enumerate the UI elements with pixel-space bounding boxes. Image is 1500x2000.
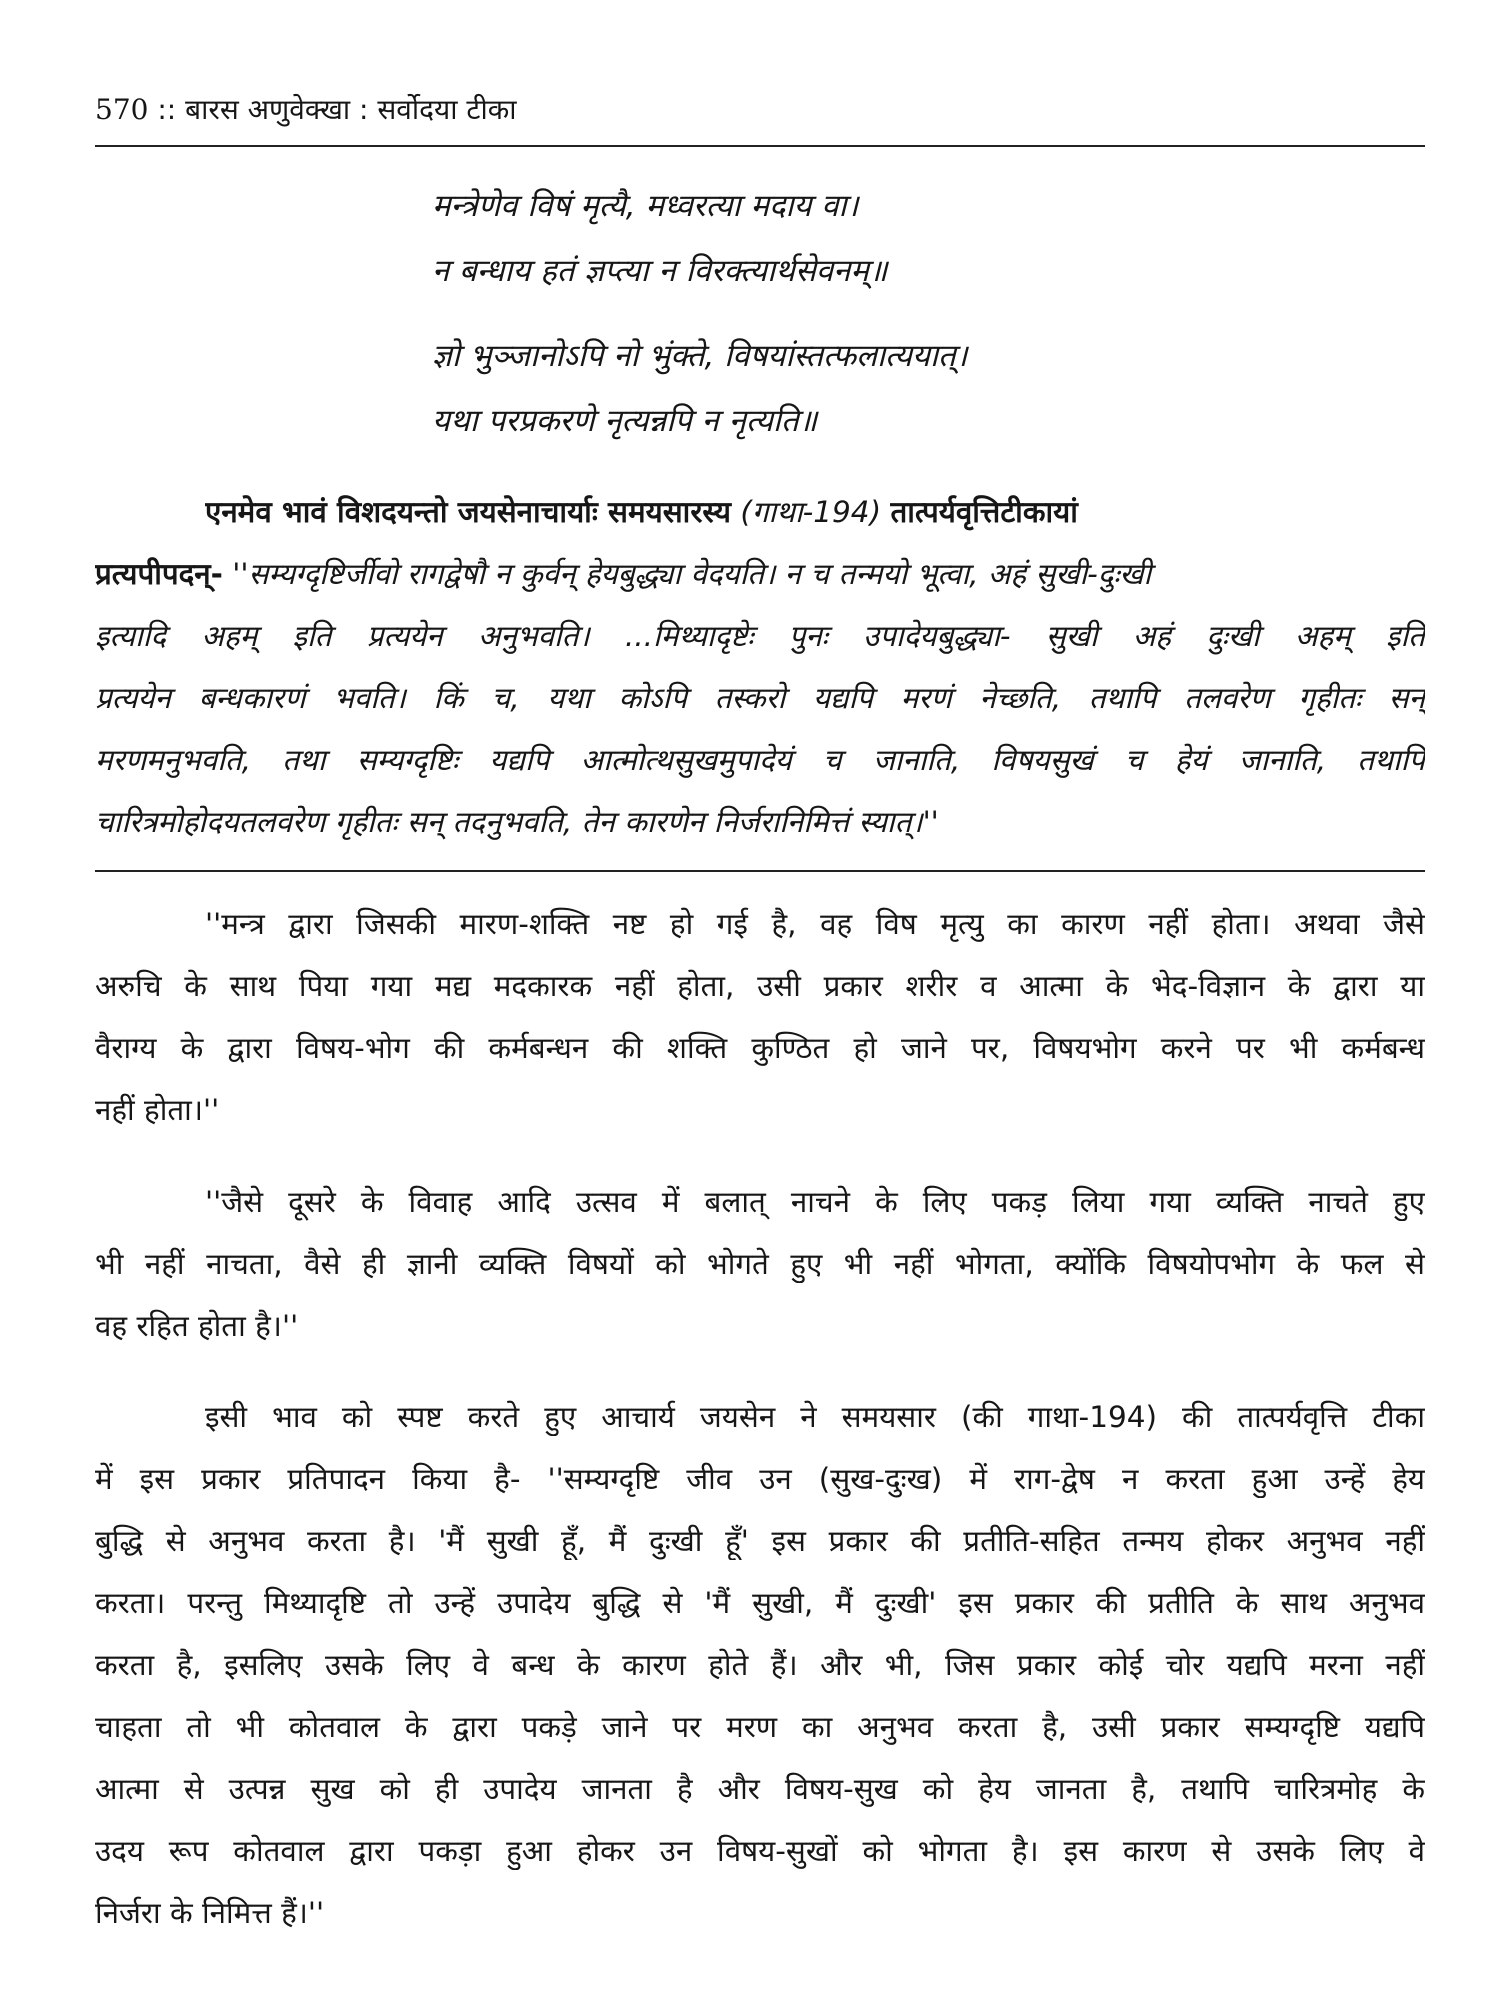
- verse-line: ज्ञो भुञ्जानोऽपि नो भुंक्ते, विषयांस्तत्फलात्ययात्।: [432, 338, 968, 374]
- paragraph-line: इसी भाव को स्पष्ट करते हुए आचार्य जयसेन ने समयसार (की गाथा-194) की तात्पर्यवृत्ति टीका: [205, 1400, 1425, 1434]
- paragraph-line: अरुचि के साथ पिया गया मद्य मदकारक नहीं होता, उसी प्रकार शरीर व आत्मा के भेद-विज्ञान के द्वारा या: [95, 969, 1425, 1003]
- verse-line: न बन्धाय हतं ज्ञप्त्या न विरक्त्यार्थसेवनम्॥: [432, 253, 888, 289]
- commentary-quote-start: ''सम्यग्दृष्टिर्जीवो रागद्वेषौ न कुर्वन् हेयबुद्ध्या वेदयति। न च तन्मयो भूत्वा, अहं सुखी-दुःखी: [232, 557, 1152, 591]
- paragraph-line: करता है, इसलिए उसके लिए वे बन्ध के कारण होते हैं। और भी, जिस प्रकार कोई चोर यद्यपि मरना नहीं: [95, 1648, 1425, 1682]
- paragraph-line: ''मन्त्र द्वारा जिसकी मारण-शक्ति नष्ट हो गई है, वह विष मृत्यु का कारण नहीं होता। अथवा जैसे: [205, 907, 1425, 941]
- paragraph-line: वैराग्य के द्वारा विषय-भोग की कर्मबन्धन की शक्ति कुण्ठित हो जाने पर, विषयभोग करने पर भी कर्मबन्ध: [95, 1031, 1425, 1065]
- paragraph-line: चाहता तो भी कोतवाल के द्वारा पकड़े जाने पर मरण का अनुभव करता है, उसी प्रकार सम्यग्दृष्टि यद्यपि: [95, 1710, 1425, 1744]
- running-header: [95, 92, 516, 128]
- commentary-intro-bold: एनमेव भावं विशदयन्तो जयसेनाचार्याः समयसारस्य: [205, 495, 731, 529]
- paragraph-line: नहीं होता।'': [95, 1093, 220, 1127]
- paragraph-line: बुद्धि से अनुभव करता है। 'मैं सुखी हूँ, मैं दुःखी हूँ' इस प्रकार की प्रतीति-सहित तन्मय होकर अनुभव नहीं: [95, 1524, 1425, 1558]
- page-number: 570: [95, 93, 149, 126]
- paragraph-line: ''जैसे दूसरे के विवाह आदि उत्सव में बलात् नाचने के लिए पकड़ लिया गया व्यक्ति नाचते हुए: [205, 1185, 1425, 1219]
- commentary-line: [95, 555, 1425, 593]
- paragraph-line: भी नहीं नाचता, वैसे ही ज्ञानी व्यक्ति विषयों को भोगते हुए भी नहीं भोगता, क्योंकि विषयोपभोग के फल से: [95, 1247, 1425, 1281]
- commentary-line: मरणमनुभवति, तथा सम्यग्दृष्टिः यद्यपि आत्मोत्थसुखमुपादेयं च जानाति, विषयसुखं च हेयं जानाति, तथापि: [95, 743, 1425, 777]
- paragraph-line: निर्जरा के निमित्त हैं।'': [95, 1896, 325, 1930]
- verse-line: यथा परप्रकरणे नृत्यन्नपि न नृत्यति॥: [432, 403, 818, 439]
- commentary-heading: प्रत्यपीपदन्-: [95, 557, 223, 591]
- commentary-line: इत्यादि अहम् इति प्रत्ययेन अनुभवति। ...मिथ्यादृष्टेः पुनः उपादेयबुद्ध्या- सुखी अहं दुःखी अहम् इति: [95, 619, 1425, 653]
- commentary-intro: [205, 493, 1425, 531]
- paragraph-line: आत्मा से उत्पन्न सुख को ही उपादेय जानता है और विषय-सुख को हेय जानता है, तथापि चारित्रमोह के: [95, 1772, 1425, 1806]
- section-divider: [95, 870, 1425, 872]
- commentary-intro-bold-end: तात्पर्यवृत्तिटीकायां: [890, 495, 1078, 529]
- paragraph-line: वह रहित होता है।'': [95, 1309, 299, 1343]
- commentary-line: चारित्रमोहोदयतलवरेण गृहीतः सन् तदनुभवति, तेन कारणेन निर्जरानिमित्तं स्यात्।'': [95, 805, 939, 839]
- paragraph-line: में इस प्रकार प्रतिपादन किया है- ''सम्यग्दृष्टि जीव उन (सुख-दुःख) में राग-द्वेष न करता हुआ उन्हें हेय: [95, 1462, 1425, 1496]
- commentary-line: प्रत्ययेन बन्धकारणं भवति। किं च, यथा कोऽपि तस्करो यद्यपि मरणं नेच्छति, तथापि तलवरेण गृहीतः सन्: [95, 681, 1425, 715]
- gatha-reference: (गाथा-194): [740, 495, 882, 529]
- verse-line: मन्त्रेणेव विषं मृत्यै, मध्वरत्या मदाय वा।: [432, 188, 859, 224]
- header-divider: [95, 145, 1425, 147]
- paragraph-line: उदय रूप कोतवाल द्वारा पकड़ा हुआ होकर उन विषय-सुखों को भोगता है। इस कारण से उसके लिए वे: [95, 1834, 1425, 1868]
- book-title: :: बारस अणुवेक्खा : सर्वोदया टीका: [157, 93, 517, 126]
- paragraph-line: करता। परन्तु मिथ्यादृष्टि तो उन्हें उपादेय बुद्धि से 'मैं सुखी, मैं दुःखी' इस प्रकार की प्रतीति के साथ अनुभव: [95, 1586, 1425, 1620]
